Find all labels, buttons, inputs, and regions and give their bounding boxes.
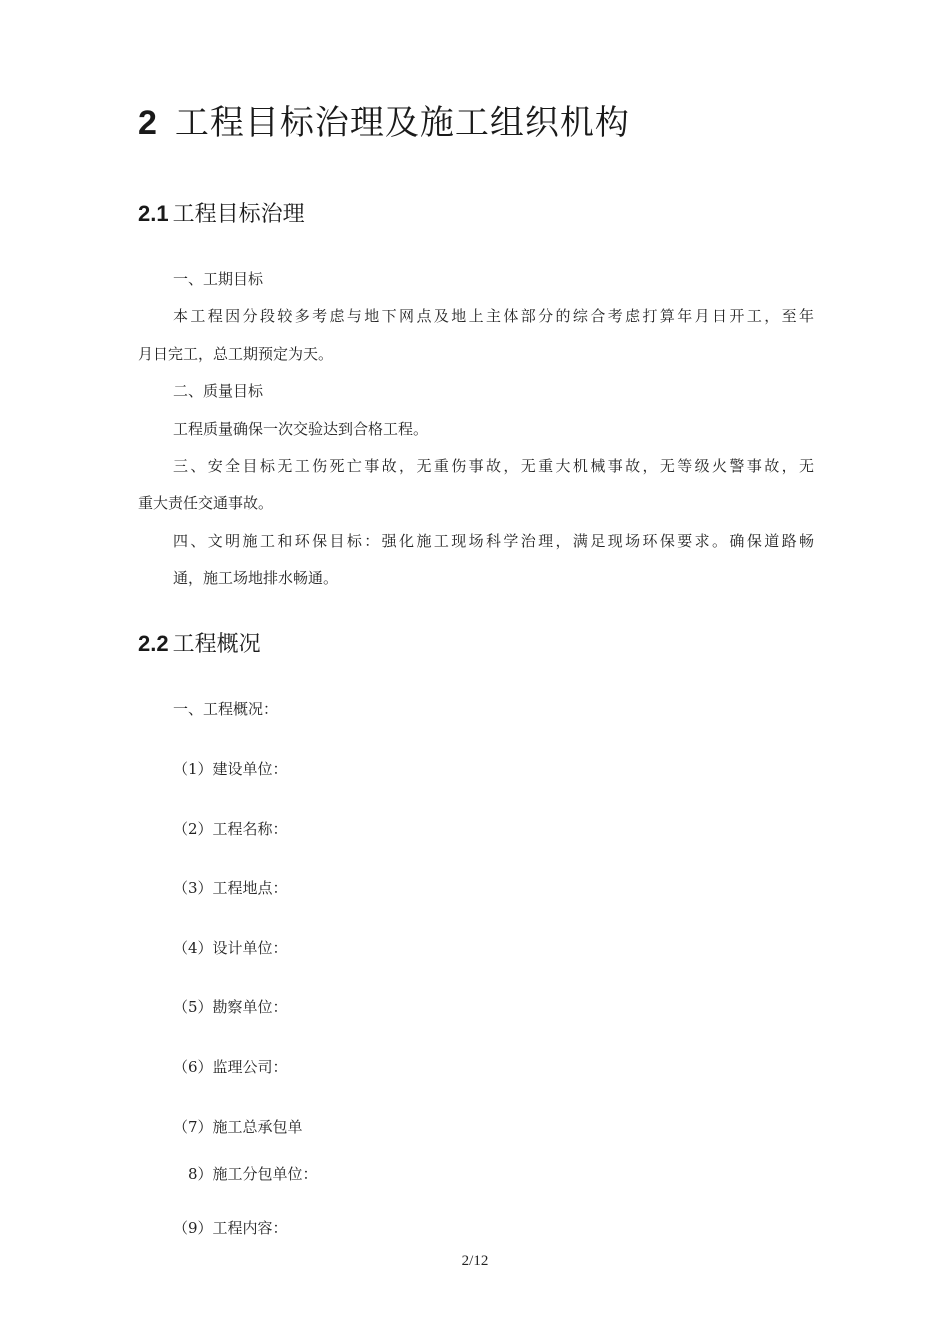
chapter-number: 2	[138, 104, 157, 142]
quality-goal-text: 工程质量确保一次交验达到合格工程。	[173, 420, 429, 438]
overview-item: （7）施工总承包单	[173, 1118, 303, 1136]
chapter-title: 工程目标治理及施工组织机构	[174, 103, 630, 143]
overview-item: （2）工程名称：	[173, 820, 288, 838]
section-number: 2.1	[138, 201, 169, 226]
section-heading-2-2	[138, 628, 261, 661]
overview-item: （1）建设单位：	[173, 760, 288, 778]
safety-goal-text-line1: 三、安全目标无工伤死亡事故，无重伤事故，无重大机械事故，无等级火警事故，无	[173, 457, 814, 475]
overview-item: （6）监理公司：	[173, 1058, 288, 1076]
chapter-heading	[138, 98, 630, 148]
page-number: 2/12	[461, 1253, 489, 1269]
section-number: 2.2	[138, 631, 169, 656]
overview-item: （9）工程内容：	[173, 1219, 288, 1237]
section-title: 工程概况	[172, 632, 261, 657]
overview-item: （3）工程地点：	[173, 879, 288, 897]
civilized-goal-text-line1: 四、文明施工和环保目标：强化施工现场科学治理，满足现场环保要求。确保道路畅	[173, 532, 814, 550]
section-title: 工程目标治理	[172, 202, 305, 227]
section-heading-2-1	[138, 198, 305, 231]
schedule-goal-heading: 一、工期目标	[173, 270, 264, 288]
quality-goal-heading: 二、质量目标	[173, 382, 264, 400]
schedule-goal-text-line1: 本工程因分段较多考虑与地下网点及地上主体部分的综合考虑打算年月日开工，至年	[173, 307, 814, 325]
overview-item: （4）设计单位：	[173, 939, 288, 957]
overview-item: （5）勘察单位：	[173, 998, 288, 1016]
safety-goal-text-line2: 重大责任交通事故。	[138, 494, 274, 512]
civilized-goal-text-line2: 通，施工场地排水畅通。	[173, 569, 339, 587]
overview-item: 8）施工分包单位：	[188, 1165, 318, 1183]
schedule-goal-text-line2: 月日完工，总工期预定为天。	[138, 345, 334, 363]
overview-intro: 一、工程概况：	[173, 700, 279, 718]
